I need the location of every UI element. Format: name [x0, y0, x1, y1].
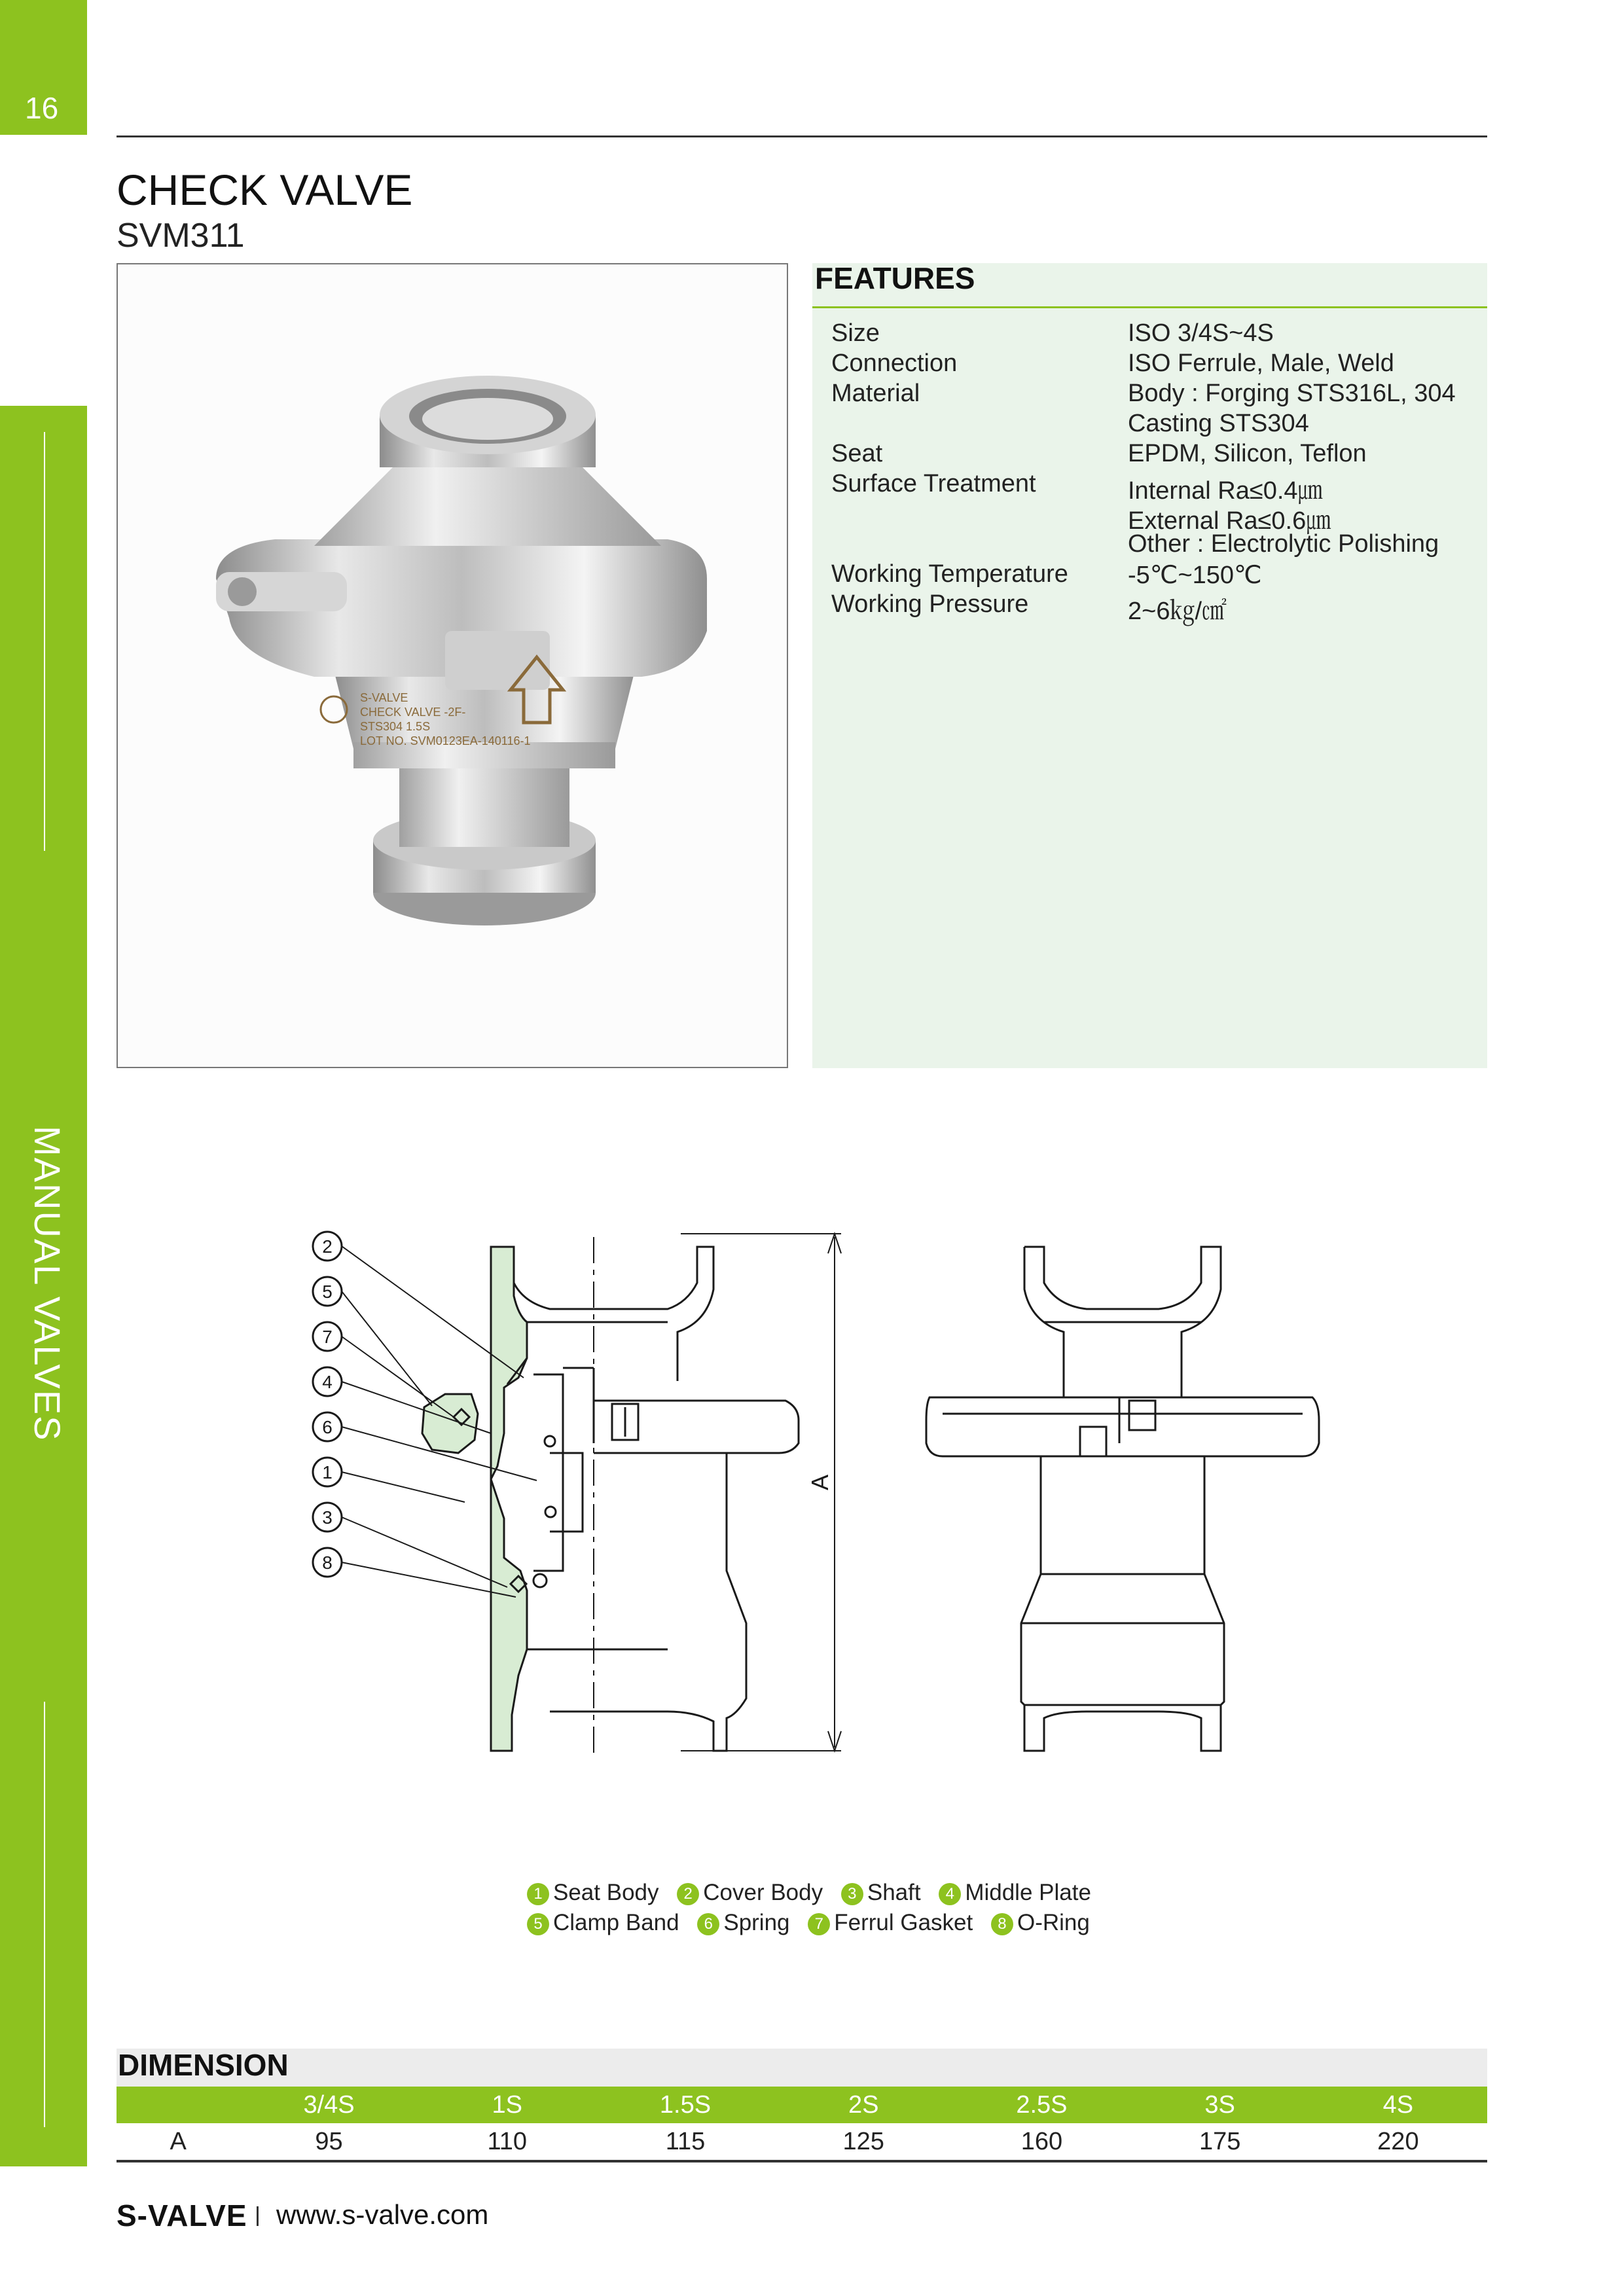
callout-number: 4 [322, 1372, 333, 1392]
spec-label: Working Pressure [831, 590, 1029, 618]
callout-number: 5 [322, 1282, 333, 1302]
footer-website-link[interactable]: www.s-valve.com [276, 2199, 489, 2230]
legend-item [808, 1910, 973, 1935]
spec-value: Other : Electrolytic Polishing [1128, 530, 1439, 558]
section-label: MANUAL VALVES [27, 1126, 68, 1442]
legend-part-name: O-Ring [1017, 1909, 1090, 1935]
check-valve-illustration [118, 264, 787, 1067]
part-callout [313, 1367, 342, 1396]
spec-value: -5℃~150℃ [1128, 562, 1262, 589]
legend-item [697, 1910, 789, 1935]
table-cell: 125 [774, 2123, 952, 2161]
legend-number: 8 [991, 1913, 1013, 1935]
part-callout [313, 1322, 342, 1351]
legend-part-name: Seat Body [553, 1879, 659, 1905]
spec-label: Material [831, 380, 920, 407]
valve-external-view [926, 1247, 1319, 1751]
table-cell: 110 [418, 2123, 596, 2161]
legend-number: 4 [939, 1883, 961, 1905]
dimension-heading-band [117, 2049, 1487, 2087]
legend-number: 5 [527, 1913, 549, 1935]
callout-number: 7 [322, 1327, 333, 1347]
callout-number: 6 [322, 1417, 333, 1437]
legend-item [527, 1910, 679, 1935]
dimension-heading: DIMENSION [118, 2048, 289, 2082]
technical-drawing [275, 1217, 1355, 1774]
brand-logo: S-VALVE [117, 2198, 247, 2233]
callout-number: 8 [322, 1552, 333, 1573]
legend-number: 6 [697, 1913, 719, 1935]
legend-number: 3 [841, 1883, 863, 1905]
table-header-cell [117, 2087, 240, 2123]
spec-label: Connection [831, 350, 958, 377]
engraving-line: LOT NO. SVM0123EA-140116-1 [360, 734, 531, 747]
engraving-line: STS304 1.5S [360, 720, 431, 733]
spec-label: Seat [831, 440, 883, 467]
footer-separator [257, 2206, 259, 2226]
side-bar-divider [44, 1702, 45, 2127]
table-cell: 115 [596, 2123, 774, 2161]
table-header-cell: 1.5S [596, 2087, 774, 2123]
page-number: 16 [25, 91, 59, 125]
legend-part-name: Middle Plate [965, 1879, 1091, 1905]
legend-number: 2 [677, 1883, 699, 1905]
spec-label: Working Temperature [831, 560, 1068, 588]
parts-legend-line [527, 1909, 1102, 1936]
table-header-cell: 1S [418, 2087, 596, 2123]
parts-legend-line [527, 1878, 1103, 1906]
features-rule [812, 306, 1487, 308]
legend-number: 1 [527, 1883, 549, 1905]
spec-value: External Ra≤0.6㎛ [1128, 507, 1331, 535]
spec-value: EPDM, Silicon, Teflon [1128, 440, 1367, 467]
callout-number: 2 [322, 1236, 333, 1257]
table-header-cell: 2S [774, 2087, 952, 2123]
callout-number: 1 [322, 1462, 333, 1482]
spec-label: Surface Treatment [831, 470, 1036, 497]
spec-value: Internal Ra≤0.4㎛ [1128, 477, 1323, 505]
dimension-table [117, 2087, 1487, 2162]
legend-part-name: Cover Body [703, 1879, 823, 1905]
spec-value: 2~6㎏/㎠ [1128, 598, 1227, 625]
part-callout [313, 1503, 342, 1532]
product-model: SVM311 [117, 217, 245, 255]
table-row [117, 2123, 1487, 2161]
table-header-cell: 3S [1131, 2087, 1309, 2123]
legend-part-name: Clamp Band [553, 1909, 679, 1935]
part-callout [313, 1412, 342, 1441]
legend-part-name: Ferrul Gasket [834, 1909, 973, 1935]
legend-item [991, 1910, 1090, 1935]
product-title: CHECK VALVE [117, 166, 413, 214]
spec-label: Size [831, 319, 880, 347]
table-cell: 95 [240, 2123, 418, 2161]
spec-value: ISO Ferrule, Male, Weld [1128, 350, 1394, 377]
part-callout [313, 1232, 342, 1261]
table-header-cell: 2.5S [952, 2087, 1130, 2123]
spec-value: ISO 3/4S~4S [1128, 319, 1274, 347]
engraving-line: S-VALVE [360, 691, 408, 704]
legend-part-name: Spring [723, 1909, 790, 1935]
table-cell: 220 [1309, 2123, 1487, 2161]
part-callout [313, 1548, 342, 1577]
table-row-label: A [117, 2123, 240, 2161]
part-callout [313, 1277, 342, 1306]
callout-number: 3 [322, 1507, 333, 1528]
legend-item [527, 1880, 659, 1905]
header-rule [117, 135, 1487, 137]
engraving-line: CHECK VALVE -2F- [360, 706, 466, 719]
table-cell: 160 [952, 2123, 1130, 2161]
side-bar-divider [44, 432, 45, 851]
part-callout [313, 1458, 342, 1486]
legend-item [677, 1880, 823, 1905]
table-cell: 175 [1131, 2123, 1309, 2161]
legend-number: 7 [808, 1913, 830, 1935]
features-heading: FEATURES [815, 261, 975, 295]
table-header-cell: 3/4S [240, 2087, 418, 2123]
spec-value: Body : Forging STS316L, 304 [1128, 380, 1456, 407]
product-photo [117, 263, 788, 1068]
dimension-a-label: A [806, 1474, 833, 1491]
table-header-row [117, 2087, 1487, 2123]
table-header-cell: 4S [1309, 2087, 1487, 2123]
legend-item [939, 1880, 1091, 1905]
legend-item [841, 1880, 921, 1905]
legend-part-name: Shaft [867, 1879, 921, 1905]
spec-value: Casting STS304 [1128, 410, 1309, 437]
